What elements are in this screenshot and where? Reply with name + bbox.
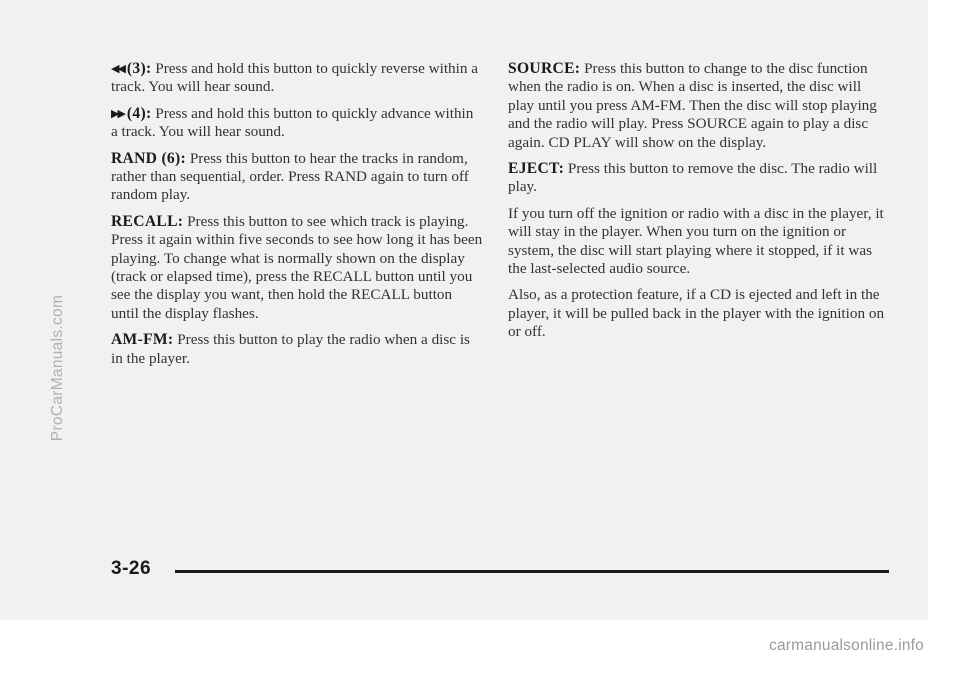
left-column bbox=[111, 60, 483, 376]
paragraph-reverse bbox=[111, 60, 483, 97]
text-advance: Press and hold this button to quickly advance within a track. You will hear sound. bbox=[111, 104, 474, 141]
side-watermark: ProCarManuals.com bbox=[49, 294, 66, 442]
text-protection: Also, as a protection feature, if a CD is ejected and left in the player, it will be pulled back in the player with the ignition on or off. bbox=[508, 286, 885, 341]
paragraph-source bbox=[508, 60, 888, 152]
term-eject: EJECT: bbox=[508, 160, 565, 178]
paragraph-rand bbox=[111, 150, 483, 205]
term-recall: RECALL: bbox=[111, 212, 184, 230]
paragraph-am-fm bbox=[111, 331, 483, 368]
paragraph-recall bbox=[111, 213, 483, 323]
text-rand: Press this button to hear the tracks in random, rather than sequential, order. Press RAND again to turn off random play. bbox=[111, 149, 469, 204]
fast-forward-icon: ▶▶ bbox=[111, 106, 124, 120]
paragraph-advance bbox=[111, 105, 483, 142]
term-source: SOURCE: bbox=[508, 60, 581, 77]
term-advance: (4): bbox=[126, 104, 152, 122]
paragraph-eject bbox=[508, 160, 888, 197]
term-am-fm: AM-FM: bbox=[111, 331, 174, 349]
text-reverse: Press and hold this button to quickly reverse within a track. You will hear sound. bbox=[111, 60, 478, 96]
term-rand: RAND (6): bbox=[111, 149, 187, 167]
footer-rule bbox=[175, 570, 889, 573]
term-reverse: (3): bbox=[126, 60, 152, 77]
text-ignition: If you turn off the ignition or radio with a disc in the player, it will stay in the player. When you turn on the ignition or system, the disc will start playing where it stopped, if it was the last-selected audio source. bbox=[508, 204, 884, 278]
paragraph-protection bbox=[508, 286, 888, 341]
right-column bbox=[508, 60, 888, 350]
text-am-fm: Press this button to play the radio when a disc is in the player. bbox=[111, 331, 470, 367]
bottom-watermark: carmanualsonline.info bbox=[769, 637, 924, 654]
page-footer bbox=[111, 556, 889, 586]
text-source: Press this button to change to the disc function when the radio is on. When a disc is inserted, the disc will play until you press AM-FM. Then the disc will stop playing and the radio will play. Press SOURCE again to play a disc again. CD PLAY will show on the display. bbox=[508, 60, 877, 151]
text-eject: Press this button to remove the disc. The radio will play. bbox=[508, 160, 878, 196]
paragraph-ignition bbox=[508, 205, 888, 279]
text-recall: Press this button to see which track is playing. Press it again within five seconds to see how long it has been playing. To change what is normally shown on the display (track or elapsed time), press the RECALL button until you see the display you want, then hold the RECALL button until the display flashes. bbox=[111, 212, 483, 322]
rewind-icon: ◀◀ bbox=[111, 62, 124, 75]
page-number: 3-26 bbox=[111, 558, 152, 579]
